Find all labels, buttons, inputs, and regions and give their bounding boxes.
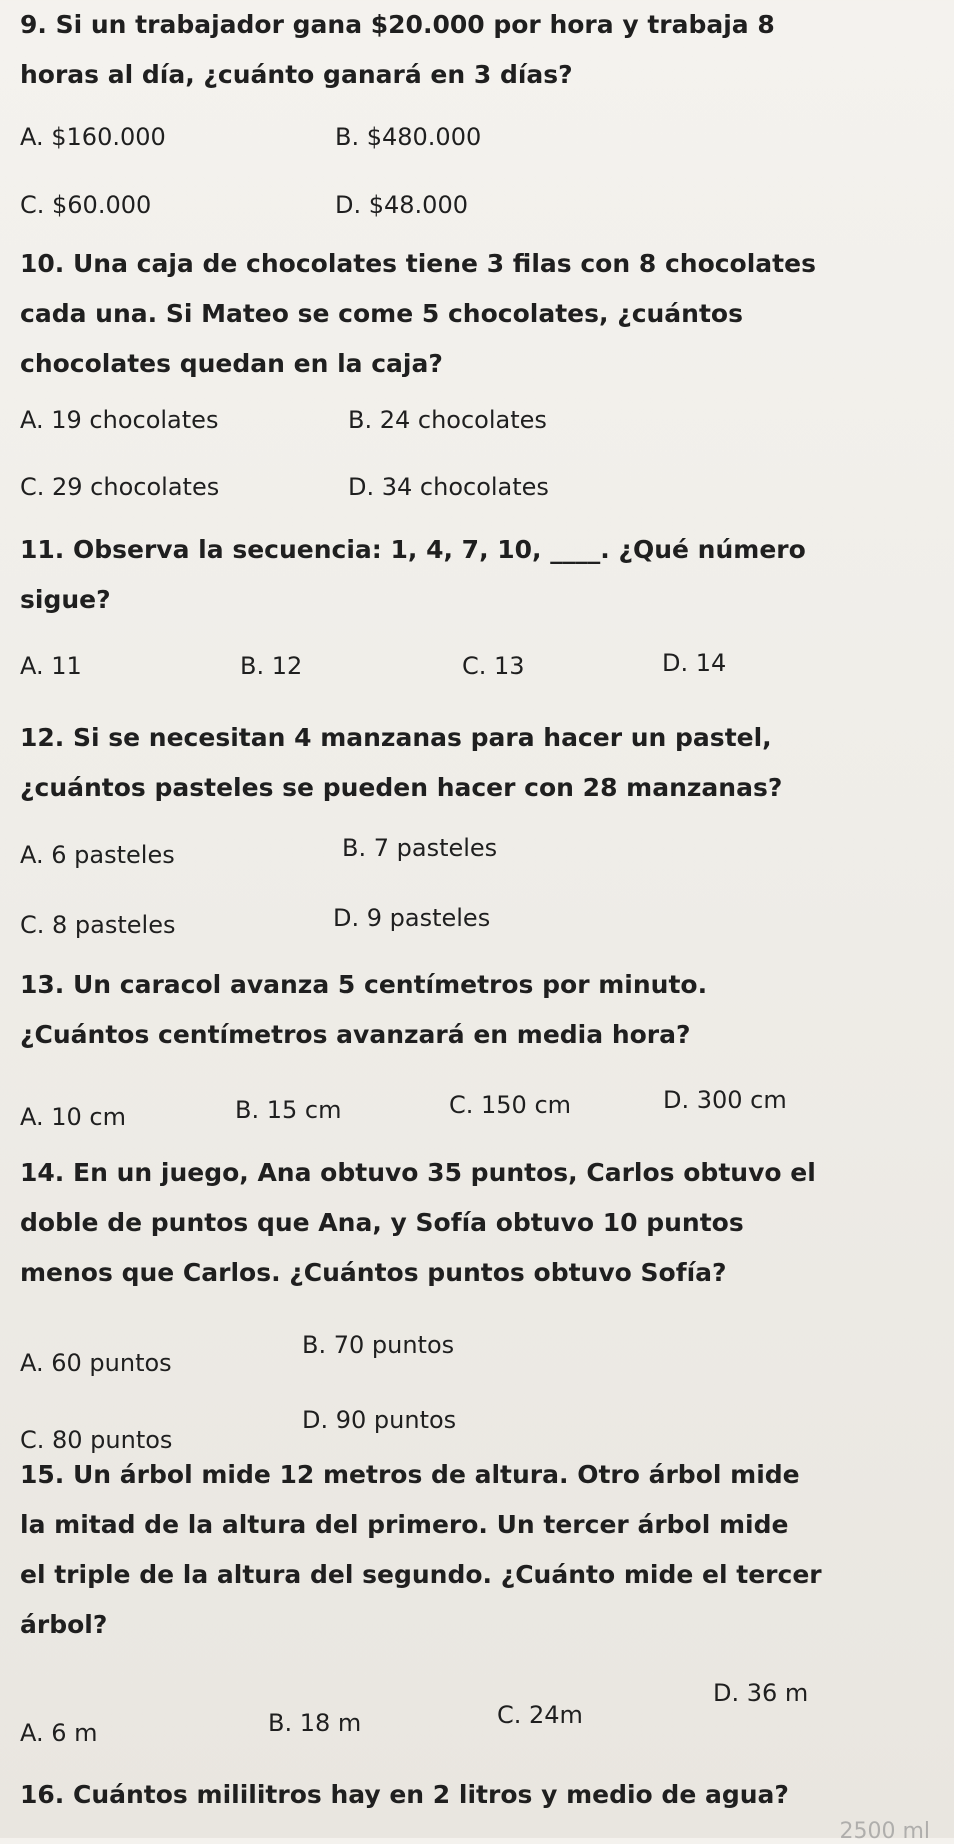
q13-option-b: B. 15 cm	[235, 1096, 342, 1124]
q10-option-d: D. 34 chocolates	[348, 473, 549, 501]
question-14-line-2: doble de puntos que Ana, y Sofía obtuvo 10 puntos	[20, 1208, 744, 1237]
question-12	[20, 713, 930, 813]
question-13-line-2: ¿Cuántos centímetros avanzará en media hora?	[20, 1020, 691, 1049]
q11-option-b: B. 12	[240, 652, 303, 680]
question-15-line-1: 15. Un árbol mide 12 metros de altura. Otro árbol mide	[20, 1460, 800, 1489]
q9-option-c: C. $60.000	[20, 191, 152, 219]
q10-option-c: C. 29 chocolates	[20, 473, 220, 501]
question-14-line-3: menos que Carlos. ¿Cuántos puntos obtuvo Sofía?	[20, 1258, 727, 1287]
question-10-line-2: cada una. Si Mateo se come 5 chocolates, ¿cuántos	[20, 299, 743, 328]
q12-option-b: B. 7 pasteles	[342, 834, 498, 862]
question-15-line-2: la mitad de la altura del primero. Un tercer árbol mide	[20, 1510, 789, 1539]
question-14-line-1: 14. En un juego, Ana obtuvo 35 puntos, Carlos obtuvo el	[20, 1158, 816, 1187]
q15-option-b: B. 18 m	[268, 1709, 362, 1737]
q10-option-a: A. 19 chocolates	[20, 406, 219, 434]
question-9	[20, 0, 930, 100]
q11-option-c: C. 13	[462, 652, 525, 680]
q9-option-b: B. $480.000	[335, 123, 482, 151]
question-14	[20, 1148, 930, 1298]
q13-option-a: A. 10 cm	[20, 1103, 126, 1131]
q14-option-c: C. 80 puntos	[20, 1426, 173, 1454]
question-11-line-1: 11. Observa la secuencia: 1, 4, 7, 10, ____. ¿Qué número	[20, 535, 806, 564]
q13-option-d: D. 300 cm	[663, 1086, 787, 1114]
bottom-partial-text: 2500 ml	[839, 1819, 930, 1844]
question-13-line-1: 13. Un caracol avanza 5 centímetros por minuto.	[20, 970, 708, 999]
question-12-line-1: 12. Si se necesitan 4 manzanas para hacer un pastel,	[20, 723, 772, 752]
q13-option-c: C. 150 cm	[449, 1091, 572, 1119]
q12-option-a: A. 6 pasteles	[20, 841, 175, 869]
q9-option-d: D. $48.000	[335, 191, 468, 219]
question-13	[20, 960, 930, 1060]
question-10-line-1: 10. Una caja de chocolates tiene 3 filas con 8 chocolates	[20, 249, 816, 278]
question-12-line-2: ¿cuántos pasteles se pueden hacer con 28 manzanas?	[20, 773, 783, 802]
q14-option-d: D. 90 puntos	[302, 1406, 457, 1434]
q15-option-a: A. 6 m	[20, 1719, 98, 1747]
q11-option-d: D. 14	[662, 649, 727, 677]
q9-option-a: A. $160.000	[20, 123, 166, 151]
q14-option-a: A. 60 puntos	[20, 1349, 172, 1377]
question-16	[20, 1770, 930, 1820]
question-10-line-3: chocolates quedan en la caja?	[20, 349, 443, 378]
q14-option-b: B. 70 puntos	[302, 1331, 455, 1359]
q12-option-c: C. 8 pasteles	[20, 911, 176, 939]
question-9-line-1: 9. Si un trabajador gana $20.000 por hora y trabaja 8	[20, 10, 775, 39]
question-15-line-3: el triple de la altura del segundo. ¿Cuánto mide el tercer	[20, 1560, 822, 1589]
question-10	[20, 239, 930, 389]
q11-option-a: A. 11	[20, 652, 82, 680]
question-16-line-1: 16. Cuántos mililitros hay en 2 litros y medio de agua?	[20, 1780, 789, 1809]
question-9-line-2: horas al día, ¿cuánto ganará en 3 días?	[20, 60, 573, 89]
q15-option-c: C. 24m	[497, 1701, 583, 1729]
question-11	[20, 525, 930, 625]
question-15	[20, 1450, 930, 1650]
q15-option-d: D. 36 m	[713, 1679, 809, 1707]
question-11-line-2: sigue?	[20, 585, 111, 614]
question-15-line-4: árbol?	[20, 1610, 108, 1639]
q10-option-b: B. 24 chocolates	[348, 406, 547, 434]
q12-option-d: D. 9 pasteles	[333, 904, 491, 932]
